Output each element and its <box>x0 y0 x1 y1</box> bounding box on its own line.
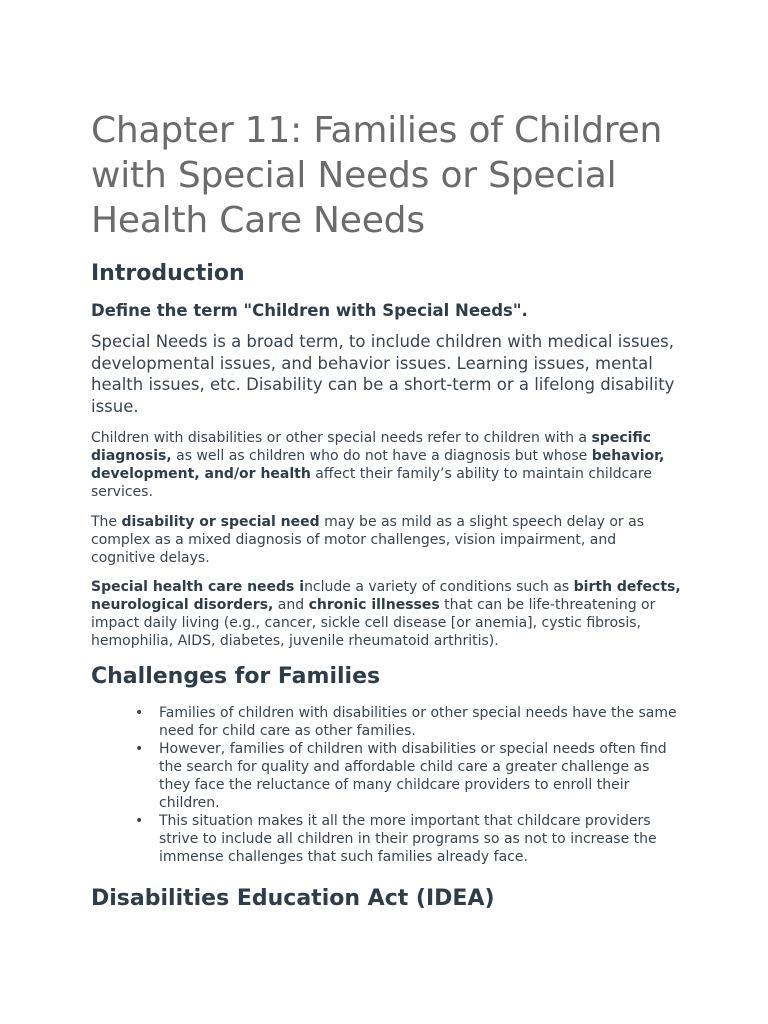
p3-text-2: and <box>273 597 309 613</box>
list-item <box>135 704 681 740</box>
chapter-title: Chapter 11: Families of Children with Special Needs or Special Health Care Needs <box>91 110 663 241</box>
p2-text-1: The <box>91 514 122 530</box>
bullet-icon: • <box>135 741 144 757</box>
list-item <box>135 740 681 812</box>
list-item <box>135 812 681 866</box>
intro-paragraph-1 <box>91 429 681 501</box>
p1-bold-2: behavior, development, and/or health <box>91 448 665 482</box>
p3-bold-1: Special health care needs i <box>91 579 305 595</box>
p3-bold-3: chronic illnesses <box>308 597 440 613</box>
p2-bold-1: disability or special need <box>121 514 320 530</box>
p1-bold-1: specific diagnosis, <box>91 430 652 464</box>
intro-paragraph-3 <box>91 578 681 650</box>
challenges-list <box>91 704 681 866</box>
p3-text-1: nclude a variety of conditions such as <box>304 579 574 595</box>
p2-text-2: may be as mild as a slight speech delay or as complex as a mixed diagnosis of motor challenges, vision impairment, and cognitive delays. <box>91 514 644 566</box>
p1-text-2: as well as children who do not have a diagnosis but whose <box>171 448 592 464</box>
intro-paragraph-2 <box>91 513 681 567</box>
list-item-text: However, families of children with disabilities or special needs often find the search for quality and affordable child care a greater challenge as they face the reluctance of many childcare providers to enroll their children. <box>159 741 667 811</box>
document-content <box>91 108 681 914</box>
p1-text-1: Children with disabilities or other special needs refer to children with a <box>91 430 592 446</box>
p3-bold-2: birth defects, neurological disorders, <box>91 579 681 613</box>
define-term-heading: Define the term "Children with Special Needs". <box>91 301 528 320</box>
bullet-icon: • <box>135 813 144 829</box>
idea-heading: Disabilities Education Act (IDEA) <box>91 886 495 911</box>
challenges-heading: Challenges for Families <box>91 664 381 689</box>
list-item-text: This situation makes it all the more important that childcare providers strive to include all children in their programs so as not to increase the immense challenges that such families already face. <box>159 813 657 865</box>
list-item-text: Families of children with disabilities or other special needs have the same need for child care as other families. <box>159 705 677 739</box>
p3-text-3: that can be life-threatening or impact daily living (e.g., cancer, sickle cell disease [or anemia], cystic fibrosis, hemophilia, AIDS, diabetes, juvenile rheumatoid arthritis). <box>91 597 656 649</box>
bullet-icon: • <box>135 705 144 721</box>
introduction-heading: Introduction <box>91 261 245 286</box>
special-needs-definition: Special Needs is a broad term, to include children with medical issues, developmental issues, and behavior issues. Learning issues, mental health issues, etc. Disability can be a short-term or a lifelong disability issue. <box>91 332 675 416</box>
p1-text-3: affect their family’s ability to maintain childcare services. <box>91 466 652 500</box>
